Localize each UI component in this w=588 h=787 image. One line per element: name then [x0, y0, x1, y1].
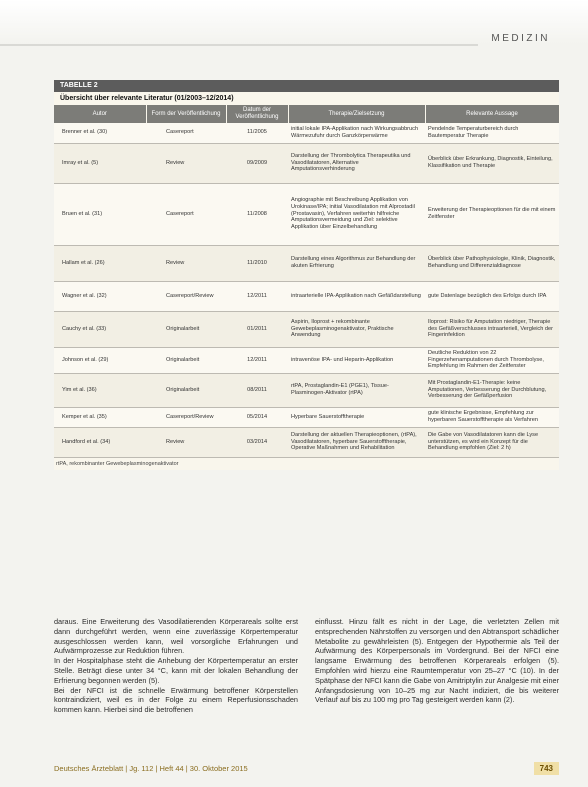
body-paragraph: In der Hospitalphase steht die Anhebung der Körpertemperatur an erster Stelle. Beträgt diese unter 34 °C, kann mit der lokalen Behandlung der Erfrierung begonnen werden (5). — [54, 656, 298, 685]
table-row — [54, 373, 559, 407]
body-column-right — [315, 617, 559, 715]
cell-publication-form: Casereport — [146, 123, 226, 143]
cell-author: Wagner et al. (32) — [54, 281, 146, 311]
page-number: 743 — [534, 762, 559, 775]
header-therapy-goal: Therapie/Zielsetzung — [288, 105, 425, 123]
page-footer — [54, 764, 559, 778]
cell-therapy-goal: intraarterielle IPA-Applikation nach Gefäßdarstellung — [288, 281, 425, 311]
cell-publication-form: Review — [146, 245, 226, 281]
cell-publication-date: 03/2014 — [226, 427, 288, 457]
body-paragraph: Bei der NFCI ist die schnelle Erwärmung betroffener Körperstellen kontraindiziert, weil es in der Folge zu einem Reperfusionsschaden kommen kann. Hierbei sind die betroffenen — [54, 685, 298, 715]
cell-publication-form: Review — [146, 427, 226, 457]
body-column-left — [54, 617, 298, 715]
cell-relevant-statement: Überblick über Pathophysiologie, Klinik, Diagnostik, Behandlung und Differenzialdiagnose — [425, 245, 559, 281]
cell-relevant-statement: Mit Prostaglandin-E1-Therapie: keine Amputationen, Verbesserung der Durchblutung, Verbesserung der Gefäßperfusion — [425, 373, 559, 407]
cell-relevant-statement: Iloprost: Risiko für Amputation niedriger, Therapie des Gefäßverschlusses intraarteriell, Vergleich der Fingerinfektion — [425, 311, 559, 347]
cell-relevant-statement: gute Datenlage bezüglich des Erfolgs durch IPA — [425, 281, 559, 311]
section-rule — [0, 44, 478, 46]
cell-author: Imray et al. (5) — [54, 143, 146, 183]
table-title: Übersicht über relevante Literatur (01/2003–12/2014) — [60, 95, 234, 102]
section-label: MEDIZIN — [491, 33, 550, 44]
cell-relevant-statement: Erweiterung der Therapieoptionen für die mit einem Zeitfenster — [425, 183, 559, 245]
cell-publication-form: Casereport — [146, 183, 226, 245]
cell-publication-date: 11/2008 — [226, 183, 288, 245]
cell-publication-date: 01/2011 — [226, 311, 288, 347]
header-publication-form: Form der Veröffentlichung — [146, 105, 226, 123]
cell-publication-date: 11/2005 — [226, 123, 288, 143]
table-row — [54, 183, 559, 245]
table-row — [54, 407, 559, 427]
cell-publication-date: 11/2010 — [226, 245, 288, 281]
cell-publication-form: Originalarbeit — [146, 347, 226, 373]
cell-publication-date: 05/2014 — [226, 407, 288, 427]
header-author: Autor — [54, 105, 146, 123]
cell-relevant-statement: Pendelnde Temperaturbereich durch Bautemperatur Therapie — [425, 123, 559, 143]
cell-therapy-goal: intravenöse IPA- und Heparin-Applikation — [288, 347, 425, 373]
table-row — [54, 427, 559, 457]
cell-publication-form: Review — [146, 143, 226, 183]
cell-therapy-goal: Aspirin, Iloprost + rekombinante Gewebeplasminogenaktivator, Praktische Anwendung — [288, 311, 425, 347]
cell-author: Kemper et al. (35) — [54, 407, 146, 427]
body-text — [54, 617, 559, 715]
table-row — [54, 245, 559, 281]
cell-relevant-statement: gute klinische Ergebnisse, Empfehlung zur hyperbaren Sauerstofftherapie als Verfahren — [425, 407, 559, 427]
cell-author: Hallam et al. (26) — [54, 245, 146, 281]
table-header-row — [54, 105, 559, 123]
cell-publication-form: Casereport/Review — [146, 281, 226, 311]
table-label: TABELLE 2 — [54, 80, 559, 92]
literature-table — [54, 80, 559, 470]
cell-author: Brenner et al. (30) — [54, 123, 146, 143]
cell-publication-date: 08/2011 — [226, 373, 288, 407]
cell-relevant-statement: Deutliche Reduktion von 22 Fingerzehenamputationen durch Thrombolyse, Empfehlung im Rahmen der Zeitfenster — [425, 347, 559, 373]
cell-therapy-goal: Hyperbare Sauerstofftherapie — [288, 407, 425, 427]
table-footnote: rtPA, rekombinanter Gewebeplasminogenaktivator — [56, 460, 179, 467]
cell-therapy-goal: rtPA, Prostaglandin-E1 (PGE1), Tissue-Plasminogen-Aktivator (rtPA) — [288, 373, 425, 407]
cell-publication-date: 09/2009 — [226, 143, 288, 183]
table-row — [54, 123, 559, 143]
header-relevant-statement: Relevante Aussage — [425, 105, 559, 123]
table-grid — [54, 105, 560, 458]
cell-author: Yim et al. (36) — [54, 373, 146, 407]
table-row — [54, 143, 559, 183]
cell-therapy-goal: Darstellung der Thrombolytica Therapeutika und Vasodilatatoren, Alternative Amputationsverhinderung — [288, 143, 425, 183]
body-paragraph: daraus. Eine Erweiterung des Vasodilatierenden Körperareals sollte erst dann durchgeführt werden, wenn eine zuverlässige Körpertemperatur ausgeschlossen werden kann, weil vorsorgliche Erfahrungen und Aufwärmprozesse zur Reduktion führen. — [54, 617, 298, 656]
journal-citation: Deutsches Ärzteblatt | Jg. 112 | Heft 44 | 30. Oktober 2015 — [54, 764, 248, 773]
cell-author: Handford et al. (34) — [54, 427, 146, 457]
cell-publication-form: Originalarbeit — [146, 311, 226, 347]
cell-therapy-goal: Darstellung der aktuellen Therapieoptionen, (rtPA), Vasodilatatoren, hyperbare Sauerstofftherapie, Operative Maßnahmen und Rehabilitation — [288, 427, 425, 457]
cell-relevant-statement: Die Gabe von Vasodilatatoren kann die Lyse unterstützen, es wird ein Konzept für die Behandlung empfohlen (Ziel: 2 h) — [425, 427, 559, 457]
cell-therapy-goal: initial lokale IPA-Applikation nach Wirkungsabbruch Wärmezufuhr durch Ganzkörperwärme — [288, 123, 425, 143]
cell-publication-date: 12/2011 — [226, 347, 288, 373]
cell-author: Johnson et al. (29) — [54, 347, 146, 373]
cell-therapy-goal: Darstellung eines Algorithmus zur Behandlung der akuten Erfrierung — [288, 245, 425, 281]
cell-relevant-statement: Überblick über Erkrankung, Diagnostik, Einteilung, Klassifikation und Therapie — [425, 143, 559, 183]
table-row — [54, 281, 559, 311]
cell-publication-date: 12/2011 — [226, 281, 288, 311]
cell-author: Bruen et al. (31) — [54, 183, 146, 245]
cell-publication-form: Originalarbeit — [146, 373, 226, 407]
cell-therapy-goal: Angiographie mit Beschreibung Applikation von Urokinase/IPA; initial Vasodilatation mit Alprostadil (Prostavasin), Verfahren weiterhin hilfreiche Amputationsvermeidung und Ziel: selektive Applikation über Einzelbehandlung — [288, 183, 425, 245]
body-paragraph: einflusst. Hinzu fällt es nicht in der Lage, die verletzten Zellen mit entsprechenden Nährstoffen zu versorgen und den Abtransport schädlicher Metabolite zu gewährleisten (5). Entgegen der Hypothermie als Teil der Aufwärmung des Körperpersonals im Vordergrund. Bei der NFCI eine langsame Erwärmung des betroffenen Körperareals erfolgen (5). Empfohlen wird hierzu eine Raumtemperatur von 25–27 °C (10). In der Spätphase der NFCI kann die Gabe von Amitriptylin zur Analgesie mit einer Anfangsdosierung von 10–25 mg zur Nacht indiziert, die bis weiterer Verlauf auf bis zu 100 mg pro Tag gesteigert werden kann (2). — [315, 617, 559, 705]
cell-publication-form: Casereport/Review — [146, 407, 226, 427]
table-row — [54, 347, 559, 373]
header-publication-date: Datum der Veröffentlichung — [226, 105, 288, 123]
cell-author: Cauchy et al. (33) — [54, 311, 146, 347]
table-row — [54, 311, 559, 347]
